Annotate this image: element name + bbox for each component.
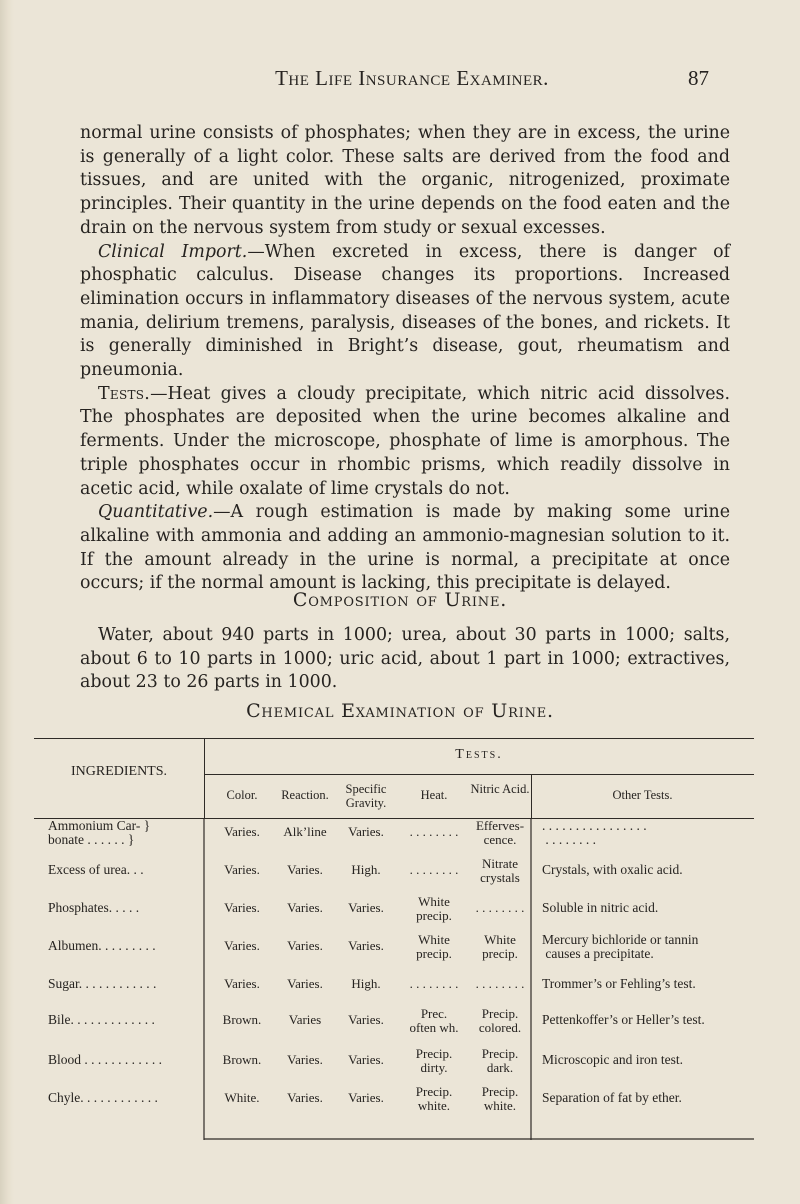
table-cell-ingredient: Sugar. . . . . . . . . . . . [48,976,157,991]
column-header-other-tests: Other Tests. [612,788,673,802]
table-cell-gravity: Varies. [348,900,384,915]
table-cell-ingredient: Phosphates. . . . . [48,900,140,915]
table-cell-other: Crystals, with oxalic acid. [542,862,683,877]
paragraph-clinical-import [80,241,730,383]
column-header-color: Color. [226,788,258,802]
clinical-import-label: Clinical Import. [98,241,248,262]
table-rows [48,818,705,1113]
table-cell-heat: . . . . . . . . [409,824,459,839]
table-cell-other: Trommer’s or Fehling’s test. [542,976,696,991]
paragraph-quantitative [80,501,730,596]
composition-heading: Composition of Urine. [292,589,508,611]
table-cell-color: Varies. [224,938,260,953]
table-cell-gravity: Varies. [348,1012,384,1027]
table-row [48,818,647,847]
table-cell-color: Varies. [224,824,260,839]
composition-text: Water, about 940 parts in 1000; urea, about 30 parts in 1000; salts, about 6 to 10 parts in 1000; uric acid, about 1 part in 1000; extractives, about 23 to 26 parts in 1000. [80,625,730,693]
table-cell-reaction: Varies. [287,938,323,953]
clinical-import-text: —When excreted in excess, there is danger of phosphatic calculus. Disease changes its proportions. Increased elimination occurs in inflammatory diseases of the nervous system, acute mania, delirium tremens, paralysis, diseases of the bones, and rickets. It is generally diminished in Bright’s disease, gout, rheumatism and pneumonia. [80,241,730,381]
chemical-examination-table [34,738,754,818]
table-cell-reaction: Varies. [287,1090,323,1105]
table-top-rule [34,738,754,739]
column-header-reaction: Reaction. [281,788,329,802]
table-cell-color: White. [224,1090,260,1105]
table-cell-gravity: High. [351,976,381,991]
table-cell-nitric: . . . . . . . . [475,900,525,915]
ingredients-header: INGREDIENTS. [70,764,168,779]
composition-paragraph [80,624,730,695]
column-header-heat: Heat. [420,788,448,802]
table-cell-heat: Precip. dirty. [415,1046,453,1075]
table-row [48,1084,682,1113]
page-header [0,62,800,92]
table-row [48,894,658,923]
table-cell-color: Brown. [222,1012,262,1027]
table-cell-gravity: Varies. [348,938,384,953]
table-row [48,1006,705,1035]
page-number: 87 [688,66,709,90]
table-cell-ingredient: Blood . . . . . . . . . . . . [48,1052,163,1067]
table-cell-reaction: Varies. [287,900,323,915]
table-cell-color: Varies. [224,900,260,915]
table-cell-reaction: Varies. [287,976,323,991]
table-cell-reaction: Varies. [287,862,323,877]
table-cell-heat: White precip. [416,894,452,923]
table-cell-nitric: Precip. white. [481,1084,519,1113]
table-cell-nitric: . . . . . . . . [475,976,525,991]
paragraph-tests [80,383,730,502]
table-cell-reaction: Varies. [287,1052,323,1067]
table-row [48,976,696,991]
table-cell-other: Soluble in nitric acid. [542,900,659,915]
table-cell-ingredient: Albumen. . . . . . . . . [48,938,156,953]
column-header-nitric-acid: Nitric Acid. [470,782,530,796]
paragraph-phosphates-intro: normal urine consists of phosphates; when they are in excess, the urine is generally of a light color. These salts are derived from the food and tissues, and are united with the organic, nitrogenized, proximate principles. Their quantity in the urine depends on the food eaten and the drain on the nervous system from study or sexual excesses. [80,123,730,238]
table-cell-color: Varies. [224,976,260,991]
table-cell-nitric: Precip. dark. [481,1046,519,1075]
table-row [48,856,683,885]
table-cell-other: . . . . . . . . . . . . . . . . . . . . . . . . [542,818,647,847]
table-cell-heat: . . . . . . . . [409,976,459,991]
table-cell-other: Pettenkoffer’s or Heller’s test. [542,1012,705,1027]
table-cell-heat: . . . . . . . . [409,862,459,877]
table-cell-reaction: Varies [288,1012,322,1027]
table-cell-reaction: Alk’line [283,824,327,839]
tests-header-rule [204,774,754,775]
table-cell-gravity: Varies. [348,1052,384,1067]
table-cell-ingredient: Chyle. . . . . . . . . . . . [48,1090,158,1105]
quantitative-text: —A rough estimation is made by making some urine alkaline with ammonia and adding an ammonio-magnesian solution to it. If the amount already in the urine is normal, a precipitate at once occurs; if the normal amount is lacking, this precipitate is delayed. [80,502,730,594]
body-text [80,122,730,596]
tests-text: —Heat gives a cloudy precipitate, which nitric acid dissolves. The phosphates are deposited when the urine becomes alkaline and ferments. Under the microscope, phosphate of lime is amorphous. The triple phosphates occur in rhombic prisms, which readily dissolve in acetic acid, while oxalate of lime crystals do not. [80,383,730,499]
table-cell-heat: White precip. [416,932,452,961]
tests-label: Tests. [98,383,151,404]
tests-header: Tests. [455,747,503,762]
table-cell-ingredient: Bile. . . . . . . . . . . . . [48,1012,155,1027]
table-cell-gravity: Varies. [348,824,384,839]
table-cell-other: Mercury bichloride or tannin causes a precipitate. [542,932,699,961]
table-cell-gravity: High. [351,862,381,877]
table-row [48,1046,683,1075]
table-cell-nitric: White precip. [482,932,518,961]
running-title: The Life Insurance Examiner. [275,66,549,90]
table-cell-nitric: Nitrate crystals [480,856,520,885]
table-cell-nitric: Efferves-cence. [475,818,525,847]
table-cell-color: Brown. [222,1052,262,1067]
column-header-specific-gravity: Specific Gravity. [345,782,387,810]
table-row [48,932,699,961]
table-cell-gravity: Varies. [348,1090,384,1105]
table-cell-ingredient: Ammonium Car- } bonate . . . . . . } [48,818,151,847]
table-cell-color: Varies. [224,862,260,877]
quantitative-label: Quantitative. [98,502,214,523]
table-cell-heat: Prec. often wh. [409,1006,459,1035]
chemical-examination-heading: Chemical Examination of Urine. [246,700,554,722]
table-cell-ingredient: Excess of urea. . . [48,862,144,877]
table-body-layer [34,818,754,1140]
table-cell-heat: Precip. white. [415,1084,453,1113]
table-cell-nitric: Precip. colored. [478,1006,522,1035]
table-cell-other: Separation of fat by ether. [542,1090,682,1105]
table-cell-other: Microscopic and iron test. [542,1052,683,1067]
